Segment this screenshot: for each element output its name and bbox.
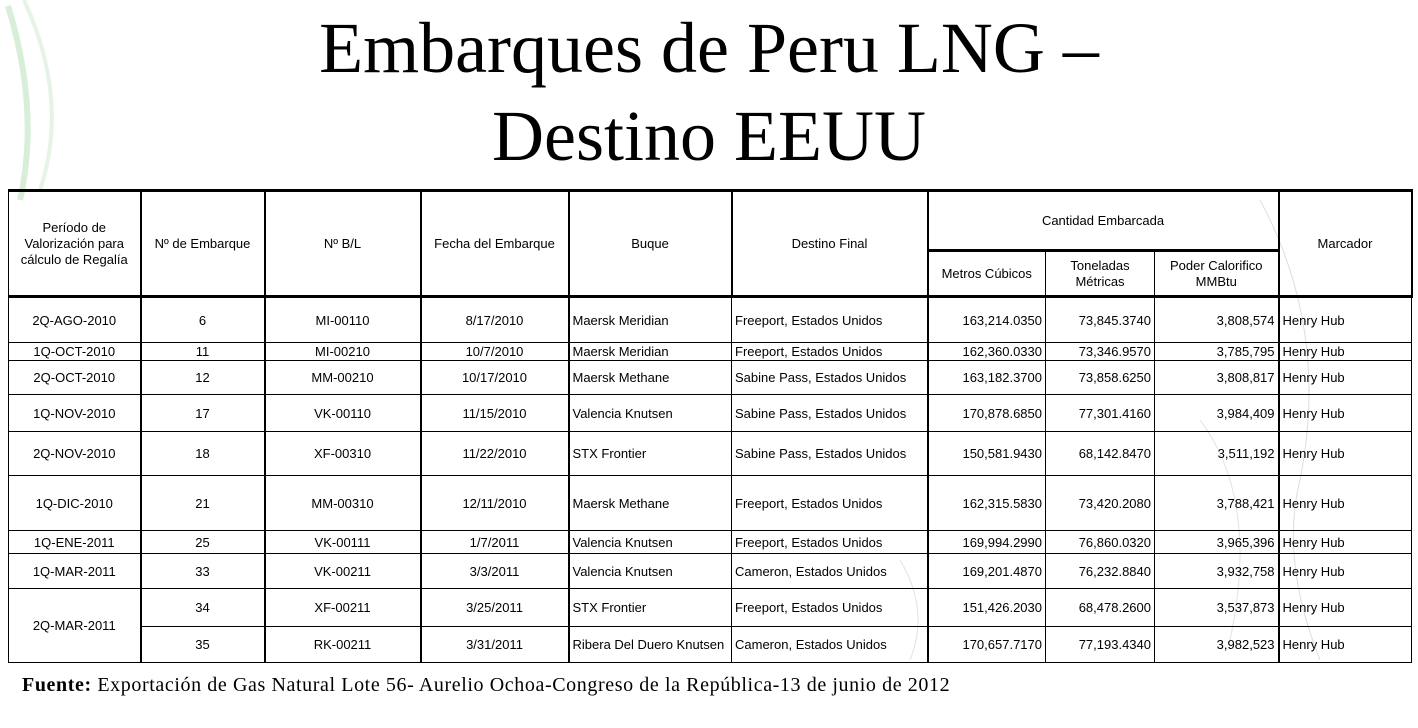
cell-num: 21 [141, 476, 265, 531]
cell-periodo: 2Q-OCT-2010 [9, 361, 141, 395]
cell-poder: 3,785,795 [1155, 343, 1279, 361]
cell-destino: Freeport, Estados Unidos [732, 531, 928, 554]
cell-num: 12 [141, 361, 265, 395]
cell-destino: Freeport, Estados Unidos [732, 297, 928, 343]
cell-toneladas: 73,858.6250 [1046, 361, 1155, 395]
header-poder: Poder Calorifico MMBtu [1155, 251, 1279, 297]
cell-marcador: Henry Hub [1279, 361, 1412, 395]
title-line-1: Embarques de Peru LNG – [319, 8, 1099, 88]
header-metros: Metros Cúbicos [928, 251, 1046, 297]
cell-fecha: 10/17/2010 [421, 361, 569, 395]
cell-num: 33 [141, 554, 265, 589]
table-row [9, 554, 1412, 589]
cell-bl: MM-00210 [265, 361, 421, 395]
cell-poder: 3,808,574 [1155, 297, 1279, 343]
table-row [9, 297, 1412, 343]
cell-marcador: Henry Hub [1279, 476, 1412, 531]
source-label: Fuente: [22, 674, 92, 696]
cell-fecha: 11/22/2010 [421, 432, 569, 476]
cell-fecha: 8/17/2010 [421, 297, 569, 343]
table-row [9, 361, 1412, 395]
cell-metros: 169,994.2990 [928, 531, 1046, 554]
cell-metros: 151,426.2030 [928, 589, 1046, 627]
cell-toneladas: 77,301.4160 [1046, 395, 1155, 432]
cell-buque: Maersk Methane [569, 476, 732, 531]
cell-destino: Sabine Pass, Estados Unidos [732, 395, 928, 432]
cell-num: 17 [141, 395, 265, 432]
cell-buque: Maersk Methane [569, 361, 732, 395]
cell-metros: 163,214.0350 [928, 297, 1046, 343]
cell-buque: Maersk Meridian [569, 297, 732, 343]
cell-fecha: 3/3/2011 [421, 554, 569, 589]
cell-bl: MI-00210 [265, 343, 421, 361]
table-row [9, 476, 1412, 531]
cell-buque: Valencia Knutsen [569, 395, 732, 432]
cell-buque: Ribera Del Duero Knutsen [569, 627, 732, 663]
header-num-embarque: Nº de Embarque [141, 191, 265, 297]
cell-buque: Valencia Knutsen [569, 554, 732, 589]
cell-bl: VK-00111 [265, 531, 421, 554]
cell-marcador: Henry Hub [1279, 395, 1412, 432]
cell-toneladas: 73,420.2080 [1046, 476, 1155, 531]
cell-poder: 3,537,873 [1155, 589, 1279, 627]
cell-poder: 3,808,817 [1155, 361, 1279, 395]
source-text: Exportación de Gas Natural Lote 56- Aurelio Ochoa-Congreso de la República-13 de junio de 2012 [97, 674, 951, 696]
cell-toneladas: 76,232.8840 [1046, 554, 1155, 589]
cell-num: 6 [141, 297, 265, 343]
cell-poder: 3,788,421 [1155, 476, 1279, 531]
cell-bl: XF-00211 [265, 589, 421, 627]
table-row [9, 432, 1412, 476]
cell-periodo: 1Q-NOV-2010 [9, 395, 141, 432]
cell-marcador: Henry Hub [1279, 589, 1412, 627]
cell-bl: MM-00310 [265, 476, 421, 531]
cell-fecha: 3/31/2011 [421, 627, 569, 663]
cell-metros: 162,360.0330 [928, 343, 1046, 361]
table-row [9, 395, 1412, 432]
title-line-2: Destino EEUU [492, 96, 926, 176]
header-fecha: Fecha del Embarque [421, 191, 569, 297]
table-row [9, 627, 1412, 663]
cell-destino: Freeport, Estados Unidos [732, 589, 928, 627]
cell-fecha: 12/11/2010 [421, 476, 569, 531]
cell-toneladas: 76,860.0320 [1046, 531, 1155, 554]
cell-poder: 3,932,758 [1155, 554, 1279, 589]
cell-destino: Cameron, Estados Unidos [732, 627, 928, 663]
cell-periodo: 2Q-MAR-2011 [9, 589, 141, 663]
cell-periodo: 1Q-MAR-2011 [9, 554, 141, 589]
cell-periodo: 1Q-ENE-2011 [9, 531, 141, 554]
shipments-table [8, 189, 1413, 663]
cell-destino: Sabine Pass, Estados Unidos [732, 432, 928, 476]
cell-periodo: 2Q-AGO-2010 [9, 297, 141, 343]
header-periodo: Período de Valorización para cálculo de Regalía [9, 191, 141, 297]
cell-poder: 3,965,396 [1155, 531, 1279, 554]
cell-metros: 169,201.4870 [928, 554, 1046, 589]
cell-metros: 163,182.3700 [928, 361, 1046, 395]
cell-marcador: Henry Hub [1279, 531, 1412, 554]
header-destino: Destino Final [732, 191, 928, 297]
cell-metros: 170,657.7170 [928, 627, 1046, 663]
table-row [9, 589, 1412, 627]
cell-poder: 3,984,409 [1155, 395, 1279, 432]
header-toneladas: Toneladas Métricas [1046, 251, 1155, 297]
cell-fecha: 1/7/2011 [421, 531, 569, 554]
cell-destino: Freeport, Estados Unidos [732, 343, 928, 361]
cell-destino: Cameron, Estados Unidos [732, 554, 928, 589]
cell-toneladas: 73,845.3740 [1046, 297, 1155, 343]
header-num-bl: Nº B/L [265, 191, 421, 297]
cell-metros: 170,878.6850 [928, 395, 1046, 432]
cell-num: 18 [141, 432, 265, 476]
cell-toneladas: 77,193.4340 [1046, 627, 1155, 663]
header-marcador: Marcador [1279, 191, 1412, 297]
cell-fecha: 11/15/2010 [421, 395, 569, 432]
cell-marcador: Henry Hub [1279, 554, 1412, 589]
cell-toneladas: 68,478.2600 [1046, 589, 1155, 627]
cell-toneladas: 68,142.8470 [1046, 432, 1155, 476]
cell-bl: VK-00110 [265, 395, 421, 432]
cell-bl: XF-00310 [265, 432, 421, 476]
header-cantidad: Cantidad Embarcada [928, 191, 1279, 251]
cell-num: 25 [141, 531, 265, 554]
cell-poder: 3,511,192 [1155, 432, 1279, 476]
cell-num: 34 [141, 589, 265, 627]
table-row [9, 531, 1412, 554]
cell-buque: Maersk Meridian [569, 343, 732, 361]
cell-marcador: Henry Hub [1279, 432, 1412, 476]
cell-bl: MI-00110 [265, 297, 421, 343]
cell-marcador: Henry Hub [1279, 343, 1412, 361]
cell-buque: STX Frontier [569, 589, 732, 627]
cell-fecha: 3/25/2011 [421, 589, 569, 627]
table-row [9, 343, 1412, 361]
cell-periodo: 1Q-DIC-2010 [9, 476, 141, 531]
cell-periodo: 2Q-NOV-2010 [9, 432, 141, 476]
cell-poder: 3,982,523 [1155, 627, 1279, 663]
cell-bl: VK-00211 [265, 554, 421, 589]
cell-destino: Sabine Pass, Estados Unidos [732, 361, 928, 395]
cell-num: 11 [141, 343, 265, 361]
header-buque: Buque [569, 191, 732, 297]
cell-metros: 150,581.9430 [928, 432, 1046, 476]
cell-marcador: Henry Hub [1279, 627, 1412, 663]
cell-fecha: 10/7/2010 [421, 343, 569, 361]
cell-buque: Valencia Knutsen [569, 531, 732, 554]
cell-marcador: Henry Hub [1279, 297, 1412, 343]
cell-metros: 162,315.5830 [928, 476, 1046, 531]
cell-destino: Freeport, Estados Unidos [732, 476, 928, 531]
cell-num: 35 [141, 627, 265, 663]
page-title [0, 4, 1418, 180]
cell-periodo: 1Q-OCT-2010 [9, 343, 141, 361]
cell-toneladas: 73,346.9570 [1046, 343, 1155, 361]
cell-bl: RK-00211 [265, 627, 421, 663]
cell-buque: STX Frontier [569, 432, 732, 476]
source-footer [22, 675, 1402, 696]
